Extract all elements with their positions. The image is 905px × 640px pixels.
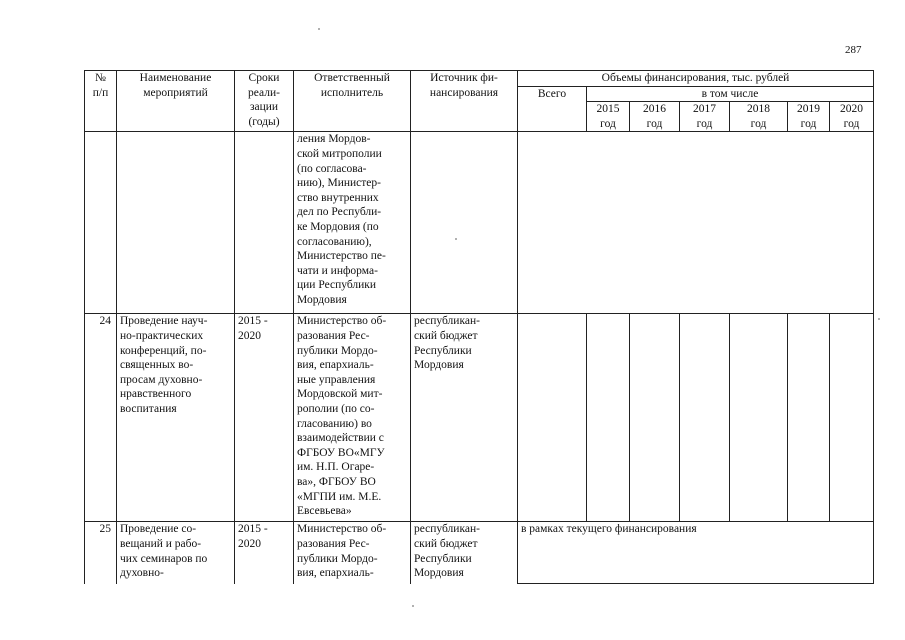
continuation-term (235, 132, 294, 314)
text-line: Ответственный (314, 72, 390, 84)
text-line: ский бюджет (414, 329, 478, 342)
text-line: зации (249, 101, 279, 114)
scan-speck (318, 28, 320, 30)
text-line: им. Н.П. Огаре- (297, 461, 375, 474)
text-line: 2020 (238, 537, 261, 550)
event-executor (294, 522, 411, 584)
funding-note: в рамках текущего финансирования (518, 522, 874, 584)
text-line: республикан- (414, 315, 480, 328)
text-line: исполнитель (320, 86, 384, 99)
text-line: Мордовия (414, 359, 464, 372)
funding-2019 (788, 314, 830, 522)
text-line: нансирования (429, 86, 499, 99)
header-source (411, 71, 518, 132)
continuation-row (85, 132, 874, 314)
text-line: согласованию), (297, 235, 372, 248)
header-name (117, 71, 235, 132)
text-line: чих семинаров по (120, 552, 208, 565)
text-line: № (95, 72, 106, 84)
text-line: республикан- (414, 523, 480, 536)
scan-speck (455, 238, 457, 240)
funding-2015 (587, 314, 630, 522)
scan-speck (878, 318, 880, 320)
text-line: Республики (414, 344, 472, 357)
table-row-25 (85, 522, 874, 584)
text-line: ский бюджет (414, 537, 478, 550)
text-line: ство внутренних (297, 191, 379, 204)
text-line: (годы) (248, 115, 280, 128)
text-line: Министерство об- (297, 523, 387, 536)
text-line: нравственного (120, 388, 192, 401)
continuation-executor (294, 132, 411, 314)
continuation-source (411, 132, 518, 314)
funding-2017 (680, 314, 730, 522)
text-line: чати и информа- (297, 264, 378, 277)
text-line: Республики (414, 552, 472, 565)
text-line: «МГПИ им. М.Е. (297, 490, 382, 503)
continuation-funding (518, 132, 874, 314)
text-line: конференций, по- (120, 344, 207, 357)
event-term (235, 314, 294, 522)
text-line: Источник фи- (430, 72, 498, 84)
text-line: воспитания (120, 402, 177, 415)
header-num (85, 71, 117, 132)
text-line: дел по Республи- (297, 206, 382, 219)
financing-table (84, 70, 874, 584)
text-line: Сроки (248, 72, 280, 84)
header-funding: Объемы финансирования, тыс. рублей (518, 71, 874, 87)
funding-2020 (830, 314, 874, 522)
text-line: 2020 (238, 329, 261, 342)
text-line: реали- (248, 86, 280, 99)
text-line: Мордовия (297, 293, 347, 306)
text-line: Мордовия (414, 567, 464, 580)
text-line: ные управления (297, 373, 376, 386)
event-name (117, 522, 235, 584)
text-line: ции Республики (297, 279, 377, 292)
event-executor (294, 314, 411, 522)
text-line: вия, епархиаль- (297, 359, 374, 372)
event-name (117, 314, 235, 522)
text-line: ской митрополии (297, 147, 382, 160)
text-line: 2015 - (238, 523, 268, 536)
text-line: вия, епархиаль- (297, 567, 374, 580)
text-line: публики Мордо- (297, 344, 378, 357)
year-2017-header: 2017 год (680, 102, 730, 132)
text-line: вещаний и рабо- (120, 537, 202, 550)
text-line: п/п (92, 86, 109, 99)
continuation-name (117, 132, 235, 314)
row-number: 25 (85, 522, 117, 584)
scan-speck (412, 605, 414, 607)
text-line: ке Мордовия (по (297, 220, 379, 233)
year-2019-header: 2019 год (788, 102, 830, 132)
text-line: мероприятий (143, 86, 208, 99)
text-line: ва», ФГБОУ ВО (297, 475, 376, 488)
event-term (235, 522, 294, 584)
text-line: Наименование (139, 72, 212, 84)
table-row-24 (85, 314, 874, 522)
text-line: духовно- (120, 567, 164, 580)
text-line: Евсевьева» (297, 505, 352, 518)
header-including: в том числе (587, 86, 874, 102)
funding-2016 (630, 314, 680, 522)
year-2020-header: 2020 год (830, 102, 874, 132)
text-line: разования Рес- (297, 329, 370, 342)
funding-2018 (730, 314, 788, 522)
header-term (235, 71, 294, 132)
text-line: гласованию) во (297, 417, 372, 430)
text-line: нию), Министер- (297, 177, 381, 190)
text-line: Министерство пе- (297, 250, 386, 263)
text-line: ФГБОУ ВО«МГУ (297, 446, 385, 459)
text-line: рополии (по со- (297, 402, 375, 415)
text-line: просам духовно- (120, 373, 203, 386)
page-number: 287 (845, 44, 862, 56)
funding-total (518, 314, 587, 522)
text-line: но-практических (120, 329, 204, 342)
header-executor (294, 71, 411, 132)
year-2018-header: 2018 год (730, 102, 788, 132)
text-line: Проведение со- (120, 523, 197, 536)
text-line: (по согласова- (297, 162, 367, 175)
year-2015-header: 2015 год (587, 102, 630, 132)
header-row-1 (85, 71, 874, 87)
text-line: разования Рес- (297, 537, 370, 550)
header-total: Всего (518, 86, 587, 132)
text-line: 2015 - (238, 315, 268, 328)
continuation-num (85, 132, 117, 314)
year-2016-header: 2016 год (630, 102, 680, 132)
row-number: 24 (85, 314, 117, 522)
event-source (411, 522, 518, 584)
text-line: взаимодействии с (297, 432, 384, 445)
text-line: Министерство об- (297, 315, 387, 328)
text-line: Мордовской мит- (297, 388, 383, 401)
event-source (411, 314, 518, 522)
text-line: священных во- (120, 359, 194, 372)
text-line: публики Мордо- (297, 552, 378, 565)
text-line: ления Мордов- (297, 133, 371, 146)
text-line: Проведение науч- (120, 315, 208, 328)
